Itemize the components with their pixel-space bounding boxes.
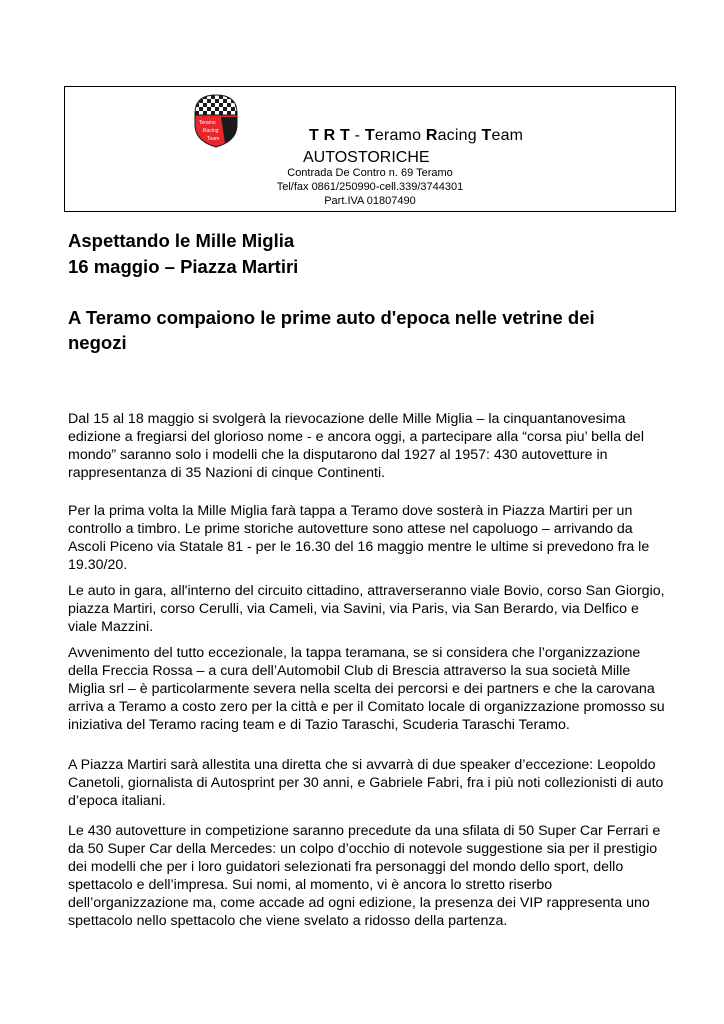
- org-name-initial-2: R: [425, 127, 438, 144]
- paragraph-3: Le auto in gara, all'interno del circuito cittadino, attraverseranno viale Bovio, corso San Giorgio, piazza Martiri, corso Cerulli, via Cameli, via Savini, via Paris, via San Berardo, via Delfico e viale Mazzini.: [68, 583, 665, 635]
- article-subheading: A Teramo compaiono le prime auto d'epoca nelle vetrine dei negozi: [68, 307, 595, 353]
- org-address: Contrada De Contro n. 69 Teramo: [287, 167, 453, 179]
- logo-text-2: Racing: [203, 128, 219, 134]
- article-date-location: 16 maggio – Piazza Martiri: [68, 256, 299, 277]
- logo-text-3: Team: [207, 136, 220, 142]
- article-title: Aspettando le Mille Miglia: [68, 230, 295, 251]
- org-name-initial-3: T: [481, 127, 492, 144]
- org-phone: Tel/fax 0861/250990-cell.339/3744301: [276, 181, 464, 193]
- org-name-rest-3: eam: [491, 127, 524, 144]
- organization-name: [309, 127, 523, 145]
- org-initials: T R T: [309, 127, 350, 144]
- org-name-rest-1: eramo: [374, 127, 426, 144]
- paragraph-2: Per la prima volta la Mille Miglia farà tappa a Teramo dove sosterà in Piazza Martiri per un controllo a timbro. Le prime storiche autovetture sono attese nel capoluogo – arrivando da Ascoli Piceno via Statale 81 - per le 16.30 del 16 maggio mentre le ultime si prevedono fra le 19.30/20.: [68, 503, 650, 573]
- paragraph-4: Avvenimento del tutto eccezionale, la tappa teramana, se si considera che l’organizzazione della Freccia Rossa – a cura dell’Automobil Club di Brescia attraverso la sua società Mille Miglia srl – è particolarmente severa nella scelta dei percorsi e dei partners e che la carovana arriva a Teramo a costo zero per la città e per il Comitato locale di organizzazione promosso su iniziativa del Teramo racing team e di Tazio Taraschi, Scuderia Taraschi Teramo.: [68, 645, 665, 733]
- paragraph-1: Dal 15 al 18 maggio si svolgerà la rievocazione delle Mille Miglia – la cinquantanovesima edizione a fregiarsi del glorioso nome - e ancora oggi, a partecipare alla “corsa piu’ bella del mondo” saranno solo i modelli che la disputarono dal 1927 al 1957: 430 autovetture in rappresentanza di 35 Nazioni di cinque Continenti.: [68, 411, 644, 481]
- org-separator: -: [350, 127, 365, 144]
- logo-text-1: Teramo: [199, 120, 216, 126]
- letterhead: [64, 86, 676, 212]
- team-logo: [191, 91, 241, 149]
- paragraph-6: Le 430 autovetture in competizione saranno precedute da una sfilata di 50 Super Car Ferrari e da 50 Super Car della Mercedes: un colpo d’occhio di notevole suggestione sia per il prestigio dei modelli che per i loro guidatori selezionati fra personaggi del mondo dello sport, dello spettacolo e dell’impresa. Sui nomi, al momento, vi è ancora lo stretto riserbo dell’organizzazione ma, come accade ad ogni edizione, la presenza dei VIP rappresenta uno spettacolo nello spettacolo che viene svelato a ridosso della partenza.: [68, 823, 661, 929]
- org-subtitle: AUTOSTORICHE: [303, 149, 430, 166]
- org-name-rest-2: acing: [437, 127, 482, 144]
- paragraph-5: A Piazza Martiri sarà allestita una diretta che si avvarrà di due speaker d’eccezione: Leopoldo Canetoli, giornalista di Autosprint per 30 anni, e Gabriele Fabri, fra i più noti collezionisti di auto d’epoca italiani.: [68, 757, 664, 809]
- org-vat: Part.IVA 01807490: [324, 195, 416, 207]
- org-name-initial-1: T: [364, 127, 375, 144]
